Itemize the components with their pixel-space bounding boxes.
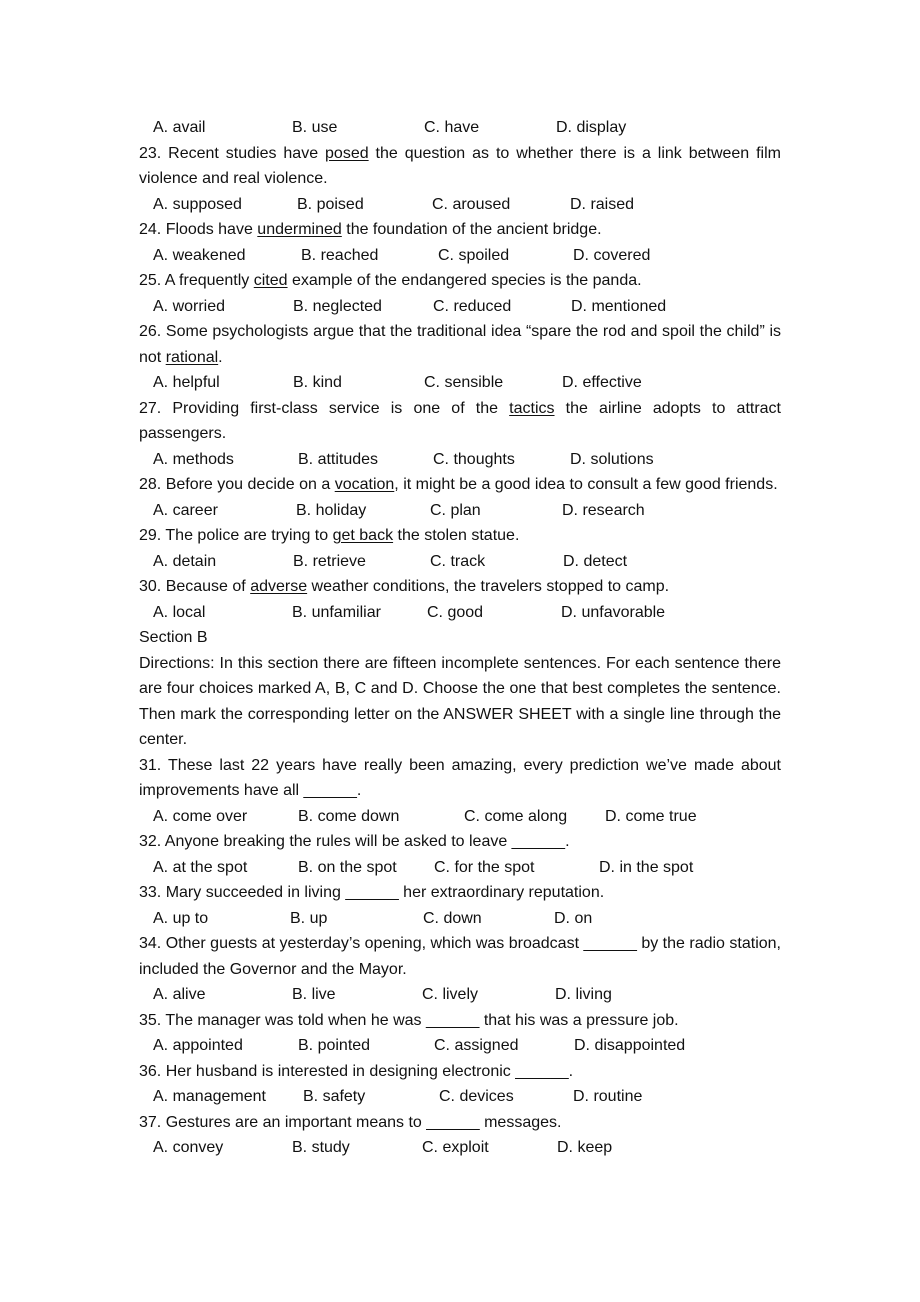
exam-page xyxy=(139,115,781,1161)
q35-option-a: A. appointed xyxy=(153,1037,243,1054)
q24-option-a: A. weakened xyxy=(153,246,246,264)
q23-option-c: C. aroused xyxy=(432,195,511,213)
q22-option-b: B. use xyxy=(292,119,338,136)
q22-option-a: A. avail xyxy=(153,119,206,136)
q29-option-b: B. retrieve xyxy=(293,552,366,570)
q37-stem: 37. Gestures are an important means to ______ messages. xyxy=(139,1113,562,1131)
q25-option-a: A. worried xyxy=(153,297,226,315)
q30-option-c: C. good xyxy=(427,603,484,621)
q26-underlined-word: rational xyxy=(165,348,219,366)
q25-options xyxy=(139,294,781,320)
q29-option-d: D. detect xyxy=(563,552,628,570)
q35-option-c: C. assigned xyxy=(434,1037,519,1054)
q31-option-c: C. come along xyxy=(464,807,568,825)
q30-stem: 30. Because of adverse weather conditions, the travelers stopped to camp. xyxy=(139,578,670,595)
q32-option-b: B. on the spot xyxy=(298,858,397,876)
q37-option-a: A. convey xyxy=(153,1139,224,1156)
q31-option-a: A. come over xyxy=(153,807,248,825)
q27-option-c: C. thoughts xyxy=(433,450,515,468)
q23-stem: 23. Recent studies have posed the question as to whether there is a link between film violence and real violence. xyxy=(139,144,781,187)
q36-option-d: D. routine xyxy=(573,1088,643,1105)
q33-options xyxy=(139,906,781,932)
q32-options xyxy=(139,855,781,881)
q31-option-b: B. come down xyxy=(298,807,400,825)
q27-option-b: B. attitudes xyxy=(298,450,379,468)
q32-option-c: C. for the spot xyxy=(434,858,535,876)
q24-stem: 24. Floods have undermined the foundation of the ancient bridge. xyxy=(139,221,602,238)
q36-option-c: C. devices xyxy=(439,1088,514,1105)
q24-option-b: B. reached xyxy=(301,246,379,264)
q28-option-d: D. research xyxy=(562,501,645,519)
q37-option-d: D. keep xyxy=(557,1139,613,1156)
q36-stem: 36. Her husband is interested in designing electronic ______. xyxy=(139,1062,574,1080)
q30-underlined-word: adverse xyxy=(250,578,308,595)
q24-option-c: C. spoiled xyxy=(438,246,510,264)
q36-option-b: B. safety xyxy=(303,1088,366,1105)
q22-option-c: C. have xyxy=(424,119,480,136)
q32-option-d: D. in the spot xyxy=(599,858,694,876)
q34-option-d: D. living xyxy=(555,986,612,1003)
q32-option-a: A. at the spot xyxy=(153,858,248,876)
q34-option-a: A. alive xyxy=(153,986,206,1003)
q28-option-b: B. holiday xyxy=(296,501,367,519)
q26-option-a: A. helpful xyxy=(153,374,220,391)
q28-option-c: C. plan xyxy=(430,501,481,519)
q29-option-c: C. track xyxy=(430,552,486,570)
q25-underlined-word: cited xyxy=(253,272,288,289)
q33-option-c: C. down xyxy=(423,909,482,927)
section-b-title: Section B xyxy=(139,629,208,646)
q33-option-b: B. up xyxy=(290,909,328,927)
q35-stem: 35. The manager was told when he was ______ that his was a pressure job. xyxy=(139,1011,679,1029)
q29-stem: 29. The police are trying to get back the stolen statue. xyxy=(139,527,520,544)
q29-underlined-word: get back xyxy=(332,527,394,544)
q23-option-a: A. supposed xyxy=(153,195,242,213)
q30-options xyxy=(139,600,781,626)
q27-stem: 27. Providing first-class service is one of the tactics the airline adopts to attract passengers. xyxy=(139,399,782,442)
q24-option-d: D. covered xyxy=(573,246,651,264)
q33-option-d: D. on xyxy=(554,909,593,927)
q37-options xyxy=(139,1135,781,1161)
q35-option-d: D. disappointed xyxy=(574,1037,686,1054)
q27-options xyxy=(139,447,781,473)
q27-option-a: A. methods xyxy=(153,450,234,468)
section-b-directions: Directions: In this section there are fifteen incomplete sentences. For each sentence there are four choices marked A, B, C and D. Choose the one that best completes the sentence. Then mark the corresponding letter on the ANSWER SHEET with a single line through the center. xyxy=(139,654,781,748)
q25-stem: 25. A frequently cited example of the endangered species is the panda. xyxy=(139,272,642,289)
q31-options xyxy=(139,804,781,830)
q25-option-b: B. neglected xyxy=(293,297,382,315)
q30-option-d: D. unfavorable xyxy=(561,603,666,621)
q28-stem: 28. Before you decide on a vocation, it might be a good idea to consult a few good friends. xyxy=(139,476,778,493)
q26-option-b: B. kind xyxy=(293,374,342,391)
q30-option-a: A. local xyxy=(153,603,206,621)
q29-options xyxy=(139,549,781,575)
q22-option-d: D. display xyxy=(556,119,627,136)
q33-option-a: A. up to xyxy=(153,909,209,927)
q26-options xyxy=(139,370,781,396)
q30-option-b: B. unfamiliar xyxy=(292,603,381,621)
q37-option-b: B. study xyxy=(292,1139,350,1156)
q23-option-b: B. poised xyxy=(297,195,364,213)
q26-option-d: D. effective xyxy=(562,374,642,391)
q27-underlined-word: tactics xyxy=(509,399,555,417)
q28-options xyxy=(139,498,781,524)
q25-option-c: C. reduced xyxy=(433,297,512,315)
q26-stem: 26. Some psychologists argue that the traditional idea “spare the rod and spoil the child” is not rational. xyxy=(139,323,781,366)
q29-option-a: A. detain xyxy=(153,552,217,570)
q34-options xyxy=(139,982,781,1008)
q34-option-b: B. live xyxy=(292,986,336,1003)
q34-option-c: C. lively xyxy=(422,986,479,1003)
q36-option-a: A. management xyxy=(153,1088,266,1105)
q28-option-a: A. career xyxy=(153,501,218,519)
q24-underlined-word: undermined xyxy=(257,221,342,238)
q23-underlined-word: posed xyxy=(325,144,369,162)
q25-option-d: D. mentioned xyxy=(571,297,667,315)
q24-options xyxy=(139,243,781,269)
q23-option-d: D. raised xyxy=(570,195,635,213)
q27-option-d: D. solutions xyxy=(570,450,654,468)
q28-underlined-word: vocation xyxy=(334,476,395,493)
q34-stem: 34. Other guests at yesterday’s opening, which was broadcast ______ by the radio station, included the Governor and the Mayor. xyxy=(139,935,781,978)
q35-option-b: B. pointed xyxy=(298,1037,371,1054)
q26-option-c: C. sensible xyxy=(424,374,504,391)
q31-option-d: D. come true xyxy=(605,807,697,825)
q22-options xyxy=(139,115,781,141)
q37-option-c: C. exploit xyxy=(422,1139,489,1156)
q33-stem: 33. Mary succeeded in living ______ her extraordinary reputation. xyxy=(139,884,605,901)
q35-options xyxy=(139,1033,781,1059)
q36-options xyxy=(139,1084,781,1110)
q23-options xyxy=(139,192,781,218)
q31-stem: 31. These last 22 years have really been amazing, every prediction we’ve made about improvements have all ______. xyxy=(139,756,781,799)
q32-stem: 32. Anyone breaking the rules will be asked to leave ______. xyxy=(139,833,570,850)
